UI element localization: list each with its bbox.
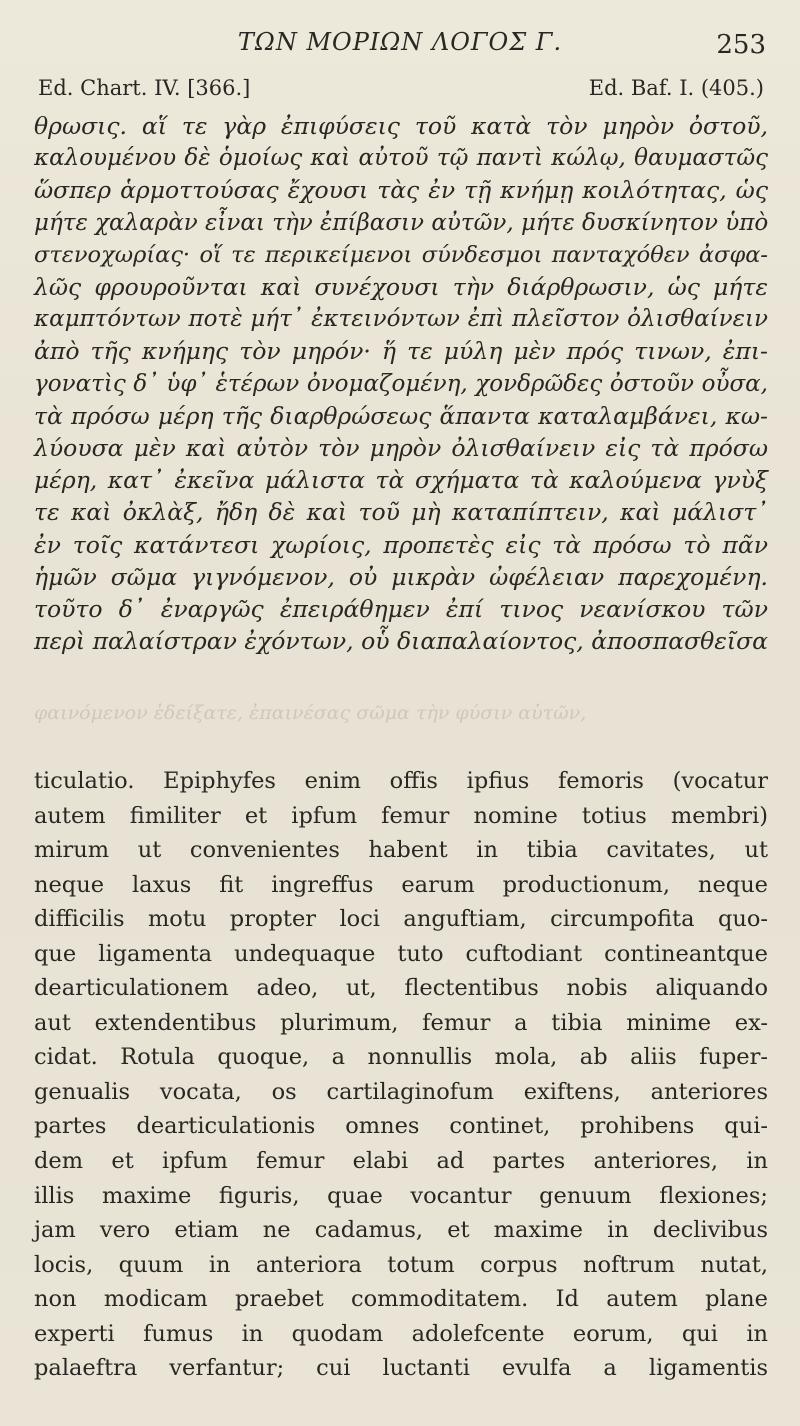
text-line: μέρη, κατ᾽ ἐκεῖνα μάλιστα τὰ σχήματα τὰ καλούμενα γνὺξ <box>34 466 768 495</box>
text-line: jam vero etiam ne cadamus, et maxime in declivibus <box>34 1217 768 1244</box>
text-line: locis, quum in anteriora totum corpus noftrum nutat, <box>34 1251 768 1278</box>
text-line: palaeftra verfantur; cui luctanti evulfa a ligamentis <box>34 1355 768 1382</box>
text-line: que ligamenta undequaque tuto cuftodiant contineantque <box>34 940 768 967</box>
text-line: θρωσις. αἵ τε γὰρ ἐπιφύσεις τοῦ κατὰ τὸν μηρὸν ὀστοῦ, <box>34 112 768 140</box>
edition-reference-basel: Ed. Baf. I. (405.) <box>588 76 764 100</box>
page-number: 253 <box>716 30 766 60</box>
text-line: γονατὶς δ᾽ ὑφ᾽ ἑτέρων ὀνομαζομένη, χονδρῶδες ὀστοῦν οὖσα, <box>34 370 768 397</box>
text-line: καλουμένου δὲ ὁμοίως καὶ αὐτοῦ τῷ παντὶ κώλῳ, θαυμαστῶς <box>34 145 768 172</box>
text-line: τὰ πρόσω μέρη τῆς διαρθρώσεως ἅπαντα καταλαμβάνει, κω- <box>34 401 768 430</box>
text-line: aut extendentibus plurimum, femur a tibia minime ex- <box>34 1009 768 1036</box>
text-line: καμπτόντων ποτὲ μήτ᾽ ἐκτεινόντων ἐπὶ πλεῖστον ὀλισθαίνειν <box>34 306 768 333</box>
text-line: difficilis motu propter loci anguftiam, circumpofita quo- <box>34 906 768 933</box>
text-line: illis maxime figuris, quae vocantur genuum flexiones; <box>34 1182 768 1209</box>
text-line: ἀπὸ τῆς κνήμης τὸν μηρόν· ἥ τε μύλη μὲν πρός τινων, ἐπι- <box>34 337 768 366</box>
text-line: ὥσπερ ἁρμοττούσας ἔχουσι τὰς ἐν τῇ κνήμῃ κοιλότητας, ὡς <box>34 176 768 205</box>
text-line: autem fimiliter et ipfum femur nomine totius membri) <box>34 802 768 829</box>
greek-text-block <box>34 110 768 657</box>
text-line: experti fumus in quodam adolefcente eorum, qui in <box>34 1320 768 1347</box>
text-line: neque laxus fit ingreffus earum productionum, neque <box>34 871 768 898</box>
text-line: ἐν τοῖς κατάντεσι χωρίοις, προπετὲς εἰς τὰ πρόσω τὸ πᾶν <box>34 530 768 559</box>
latin-translation-block <box>34 764 768 1386</box>
text-line: partes dearticulationis omnes continet, prohibens qui- <box>34 1113 768 1140</box>
text-line: dearticulationem adeo, ut, flectentibus nobis aliquando <box>34 975 768 1002</box>
text-line: cidat. Rotula quoque, a nonnullis mola, ab aliis fuper- <box>34 1044 768 1071</box>
text-line: mirum ut convenientes habent in tibia cavitates, ut <box>34 837 768 864</box>
text-line: ἡμῶν σῶμα γιγνόμενον, οὐ μικρὰν ὠφέλειαν παρεχομένη. <box>34 562 768 591</box>
text-line: non modicam praebet commoditatem. Id autem plane <box>34 1286 768 1313</box>
edition-reference-chart: Ed. Chart. IV. [366.] <box>38 76 251 100</box>
text-line: ticulatio. Epiphyfes enim offis ipfius femoris (vocatur <box>34 768 768 794</box>
bleed-through-text: φαινόμενον ἐδείξατε, ἐπαινέσας σῶμα τὴν φύσιν αὐτῶν, <box>34 702 587 724</box>
text-line: genualis vocata, os cartilaginofum exiftens, anteriores <box>34 1078 768 1105</box>
text-line: μήτε χαλαρὰν εἶναι τὴν ἐπίβασιν αὐτῶν, μήτε δυσκίνητον ὑπὸ <box>34 209 769 236</box>
text-line: στενοχωρίας· οἵ τε περικείμενοι σύνδεσμοι πανταχόθεν ἀσφα- <box>34 241 768 268</box>
text-line: dem et ipfum femur elabi ad partes anteriores, in <box>34 1148 768 1175</box>
running-title: ΤΩΝ ΜΟΡΙΩΝ ΛΟΓΟΣ Γ. <box>237 28 563 56</box>
text-line: περὶ παλαίστραν ἐχόντων, οὗ διαπαλαίοντος, ἀποσπασθεῖσα <box>34 627 768 656</box>
text-line: τε καὶ ὀκλὰξ, ἤδη δὲ καὶ τοῦ μὴ καταπίπτειν, καὶ μάλιστ᾽ <box>34 498 768 527</box>
text-line: λύουσα μὲν καὶ αὐτὸν τὸν μηρὸν ὀλισθαίνειν εἰς τὰ πρόσω <box>34 434 768 463</box>
text-line: τοῦτο δ᾽ ἐναργῶς ἐπειράθημεν ἐπί τινος νεανίσκου τῶν <box>34 595 768 624</box>
text-line: λῶς φρουροῦνται καὶ συνέχουσι τὴν διάρθρωσιν, ὡς μήτε <box>34 273 768 302</box>
